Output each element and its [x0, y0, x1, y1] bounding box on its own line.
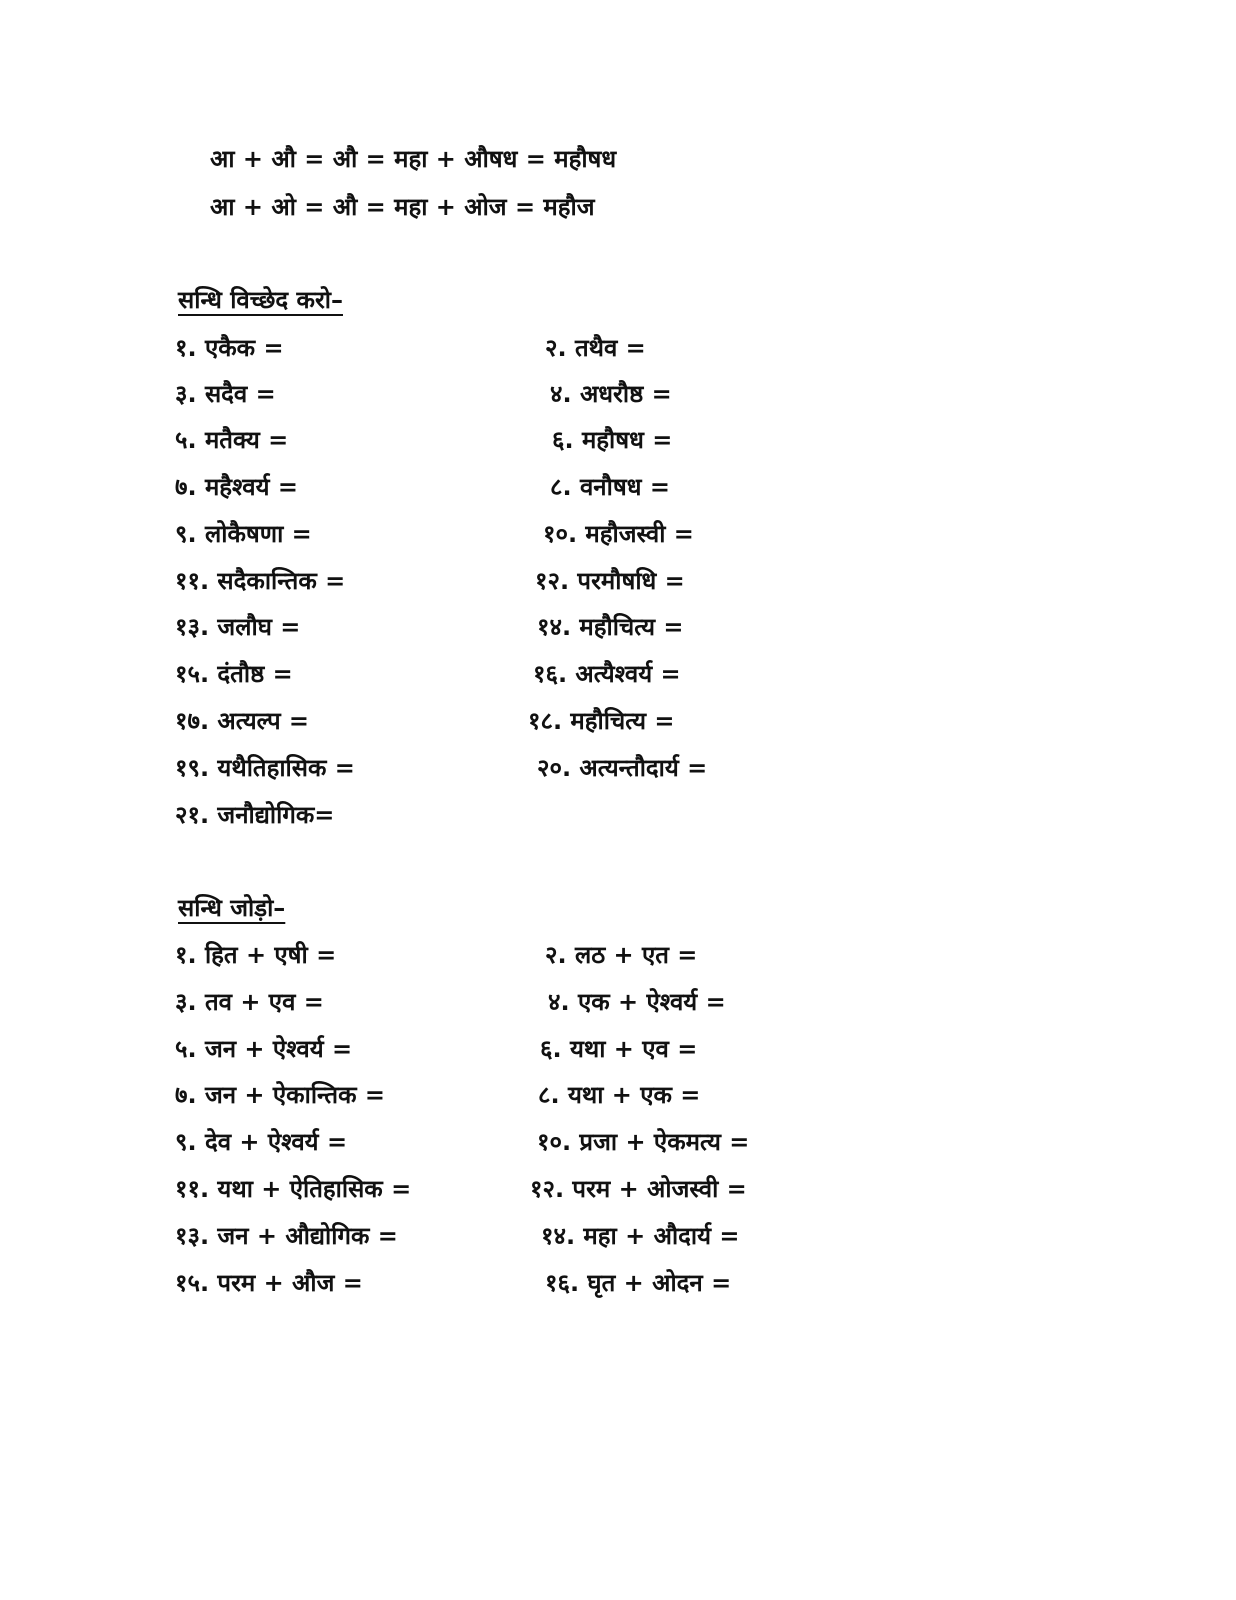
jodo-question-6: ६. यथा + एव = [540, 1035, 698, 1063]
vichchhed-question-4: ४. अधरौष्ठ = [550, 380, 672, 408]
vichchhed-question-6: ६. महौषध = [552, 426, 673, 454]
vichchhed-question-11: ११. सदैकान्तिक = [175, 567, 346, 595]
jodo-question-3: ३. तव + एव = [175, 988, 324, 1016]
jodo-question-5: ५. जन + ऐश्वर्य = [175, 1035, 353, 1063]
jodo-question-14: १४. महा + औदार्य = [541, 1222, 740, 1250]
jodo-question-2: २. लठ + एत = [545, 941, 698, 969]
section-heading-vichchhed: सन्धि विच्छेद करो– [178, 286, 343, 314]
jodo-question-4: ४. एक + ऐश्वर्य = [548, 988, 726, 1016]
vichchhed-question-2: २. तथैव = [545, 334, 646, 362]
jodo-question-8: ८. यथा + एक = [538, 1081, 701, 1109]
jodo-question-9: ९. देव + ऐश्वर्य = [175, 1128, 348, 1156]
jodo-question-7: ७. जन + ऐकान्तिक = [175, 1081, 386, 1109]
jodo-question-10: १०. प्रजा + ऐकमत्य = [537, 1128, 750, 1156]
jodo-question-12: १२. परम + ओजस्वी = [530, 1175, 747, 1203]
vichchhed-question-13: १३. जलौघ = [175, 613, 301, 641]
vichchhed-question-19: १९. यथैतिहासिक = [175, 754, 355, 782]
vichchhed-question-20: २०. अत्यन्तौदार्य = [537, 754, 708, 782]
jodo-question-16: १६. घृत + ओदन = [545, 1269, 732, 1297]
rule-line-2: आ + ओ = औ = महा + ओज = महौज [210, 193, 595, 221]
vichchhed-question-15: १५. दंतौष्ठ = [175, 660, 293, 688]
vichchhed-question-21: २१. जनौद्योगिक= [175, 801, 335, 829]
vichchhed-question-10: १०. महौजस्वी = [543, 520, 694, 548]
jodo-question-13: १३. जन + औद्योगिक = [175, 1222, 398, 1250]
vichchhed-question-16: १६. अत्यैश्वर्य = [533, 660, 681, 688]
vichchhed-question-8: ८. वनौषध = [550, 473, 670, 501]
jodo-question-11: ११. यथा + ऐतिहासिक = [175, 1175, 412, 1203]
jodo-question-15: १५. परम + औज = [175, 1269, 363, 1297]
jodo-question-1: १. हित + एषी = [175, 941, 337, 969]
rule-line-1: आ + औ = औ = महा + औषध = महौषध [210, 145, 617, 173]
vichchhed-question-12: १२. परमौषधि = [535, 567, 685, 595]
vichchhed-question-7: ७. महैश्वर्य = [175, 473, 298, 501]
section-heading-jodo: सन्धि जोड़ो– [178, 894, 286, 922]
vichchhed-question-9: ९. लोकैषणा = [175, 520, 312, 548]
vichchhed-question-5: ५. मतैक्य = [175, 426, 289, 454]
vichchhed-question-3: ३. सदैव = [175, 380, 276, 408]
vichchhed-question-1: १. एकैक = [175, 334, 284, 362]
vichchhed-question-14: १४. महौचित्य = [537, 613, 684, 641]
vichchhed-question-17: १७. अत्यल्प = [175, 707, 310, 735]
vichchhed-question-18: १८. महौचित्य = [528, 707, 675, 735]
